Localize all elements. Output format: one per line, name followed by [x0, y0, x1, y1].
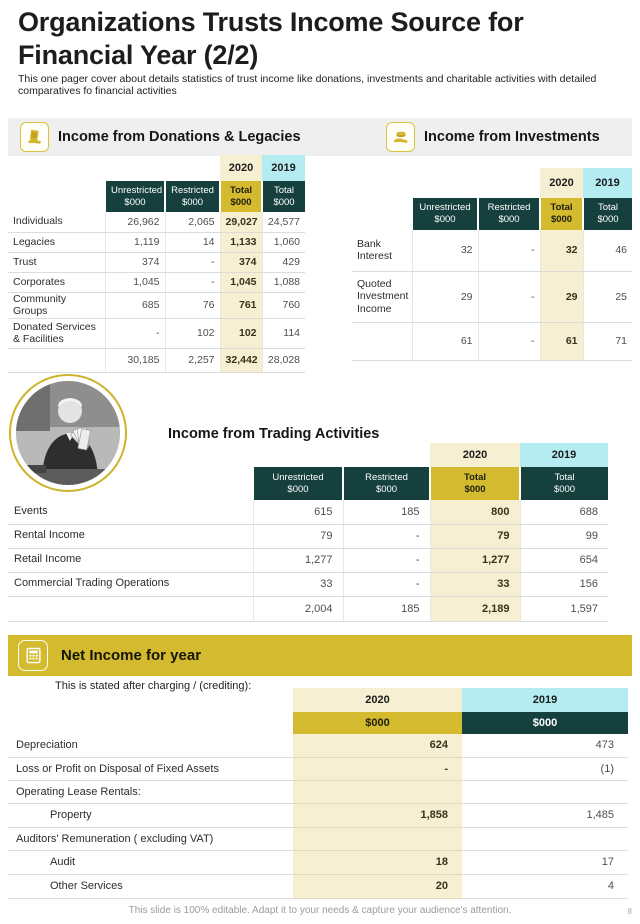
net-income-section-title: Net Income for year: [61, 647, 202, 664]
trading-total-row: 2,004 185 2,189 1,597: [8, 596, 608, 621]
donations-table: [8, 155, 305, 373]
table-row: Audit 18 17: [8, 850, 628, 874]
col-total-2020: Total $000: [220, 181, 262, 212]
trading-year-row: [8, 443, 608, 467]
investments-year-row: [352, 168, 632, 198]
year-2019-header: 2019: [520, 443, 608, 467]
investments-table: [352, 168, 632, 361]
col-restricted: Restricted $000: [478, 198, 540, 230]
page-title: Organizations Trusts Income Source for Financial Year (2/2): [18, 7, 524, 70]
table-row: Depreciation 624 473: [8, 734, 628, 757]
table-row: Events 615 185 800 688: [8, 500, 608, 524]
table-row: Other Services 20 4: [8, 874, 628, 898]
calculator-icon: [18, 640, 48, 671]
net-year-row: [8, 688, 628, 712]
year-2020-header: 2020: [430, 443, 520, 467]
trading-column-header-row: [8, 467, 608, 500]
year-2020-header: 2020: [293, 688, 462, 712]
col-total-2020: Total $000: [430, 467, 520, 500]
investment-hand-icon: [386, 122, 415, 152]
donations-section-header: [20, 118, 301, 156]
net-income-note: This is stated after charging / (crediting):: [55, 680, 252, 692]
investments-column-header-row: [352, 198, 632, 230]
donations-section-title: Income from Donations & Legacies: [58, 129, 301, 145]
table-row: Corporates 1,045 - 1,045 1,088: [8, 272, 305, 292]
table-row: Community Groups 685 76 761 760: [8, 292, 305, 318]
col-unrestricted: Unrestricted $000: [412, 198, 478, 230]
col-total-2019: Total $000: [520, 467, 608, 500]
page-subtitle: This one pager cover about details statistics of trust income like donations, investments and charitable activities with detailed comparatives fo financial activities: [18, 73, 597, 98]
table-row: Legacies 1,119 14 1,133 1,060: [8, 232, 305, 252]
table-row: Quoted Investment Income 29 - 29 25: [352, 271, 632, 322]
year-2019-header: 2019: [462, 688, 628, 712]
year-2020-header: 2020: [540, 168, 583, 198]
investments-total-row: 61 - 61 71: [352, 322, 632, 360]
table-row: Trust 374 - 374 429: [8, 252, 305, 272]
table-row: Auditors' Remuneration ( excluding VAT): [8, 827, 628, 850]
donations-column-header-row: [8, 181, 305, 212]
donation-icon: [20, 122, 49, 152]
investments-section-title: Income from Investments: [424, 129, 600, 145]
investments-section-header: [386, 118, 600, 156]
net-income-table: [8, 688, 628, 899]
unit-2019: $000: [462, 712, 628, 734]
year-2019-header: 2019: [583, 168, 632, 198]
table-row: Donated Services & Facilities - 102 102 114: [8, 318, 305, 348]
table-row: Commercial Trading Operations 33 - 33 156: [8, 572, 608, 596]
page-number: 8: [627, 907, 632, 916]
trading-section-title: Income from Trading Activities: [168, 426, 380, 442]
col-total-2020: Total $000: [540, 198, 583, 230]
table-row: Property 1,858 1,485: [8, 803, 628, 827]
table-row: Bank Interest 32 - 32 46: [352, 230, 632, 271]
trading-table: [8, 443, 608, 622]
table-row: Rental Income 79 - 79 99: [8, 524, 608, 548]
col-total-2019: Total $000: [262, 181, 305, 212]
donations-year-row: [8, 155, 305, 181]
unit-2020: $000: [293, 712, 462, 734]
table-row: Operating Lease Rentals:: [8, 780, 628, 803]
year-2020-header: 2020: [220, 155, 262, 181]
col-restricted: Restricted $000: [165, 181, 220, 212]
net-unit-row: [8, 712, 628, 734]
table-row: Individuals 26,962 2,065 29,027 24,577: [8, 212, 305, 232]
footer-note: This slide is 100% editable. Adapt it to your needs & capture your audience's attention.: [128, 905, 512, 916]
table-row: Retail Income 1,277 - 1,277 654: [8, 548, 608, 572]
year-2019-header: 2019: [262, 155, 305, 181]
table-row: Loss or Profit on Disposal of Fixed Assets - (1): [8, 757, 628, 780]
col-restricted: Restricted $000: [343, 467, 430, 500]
col-unrestricted: Unrestricted $000: [105, 181, 165, 212]
col-total-2019: Total $000: [583, 198, 632, 230]
col-unrestricted: Unrestricted $000: [253, 467, 343, 500]
donations-total-row: 30,185 2,257 32,442 28,028: [8, 348, 305, 372]
net-income-banner: [8, 635, 632, 676]
